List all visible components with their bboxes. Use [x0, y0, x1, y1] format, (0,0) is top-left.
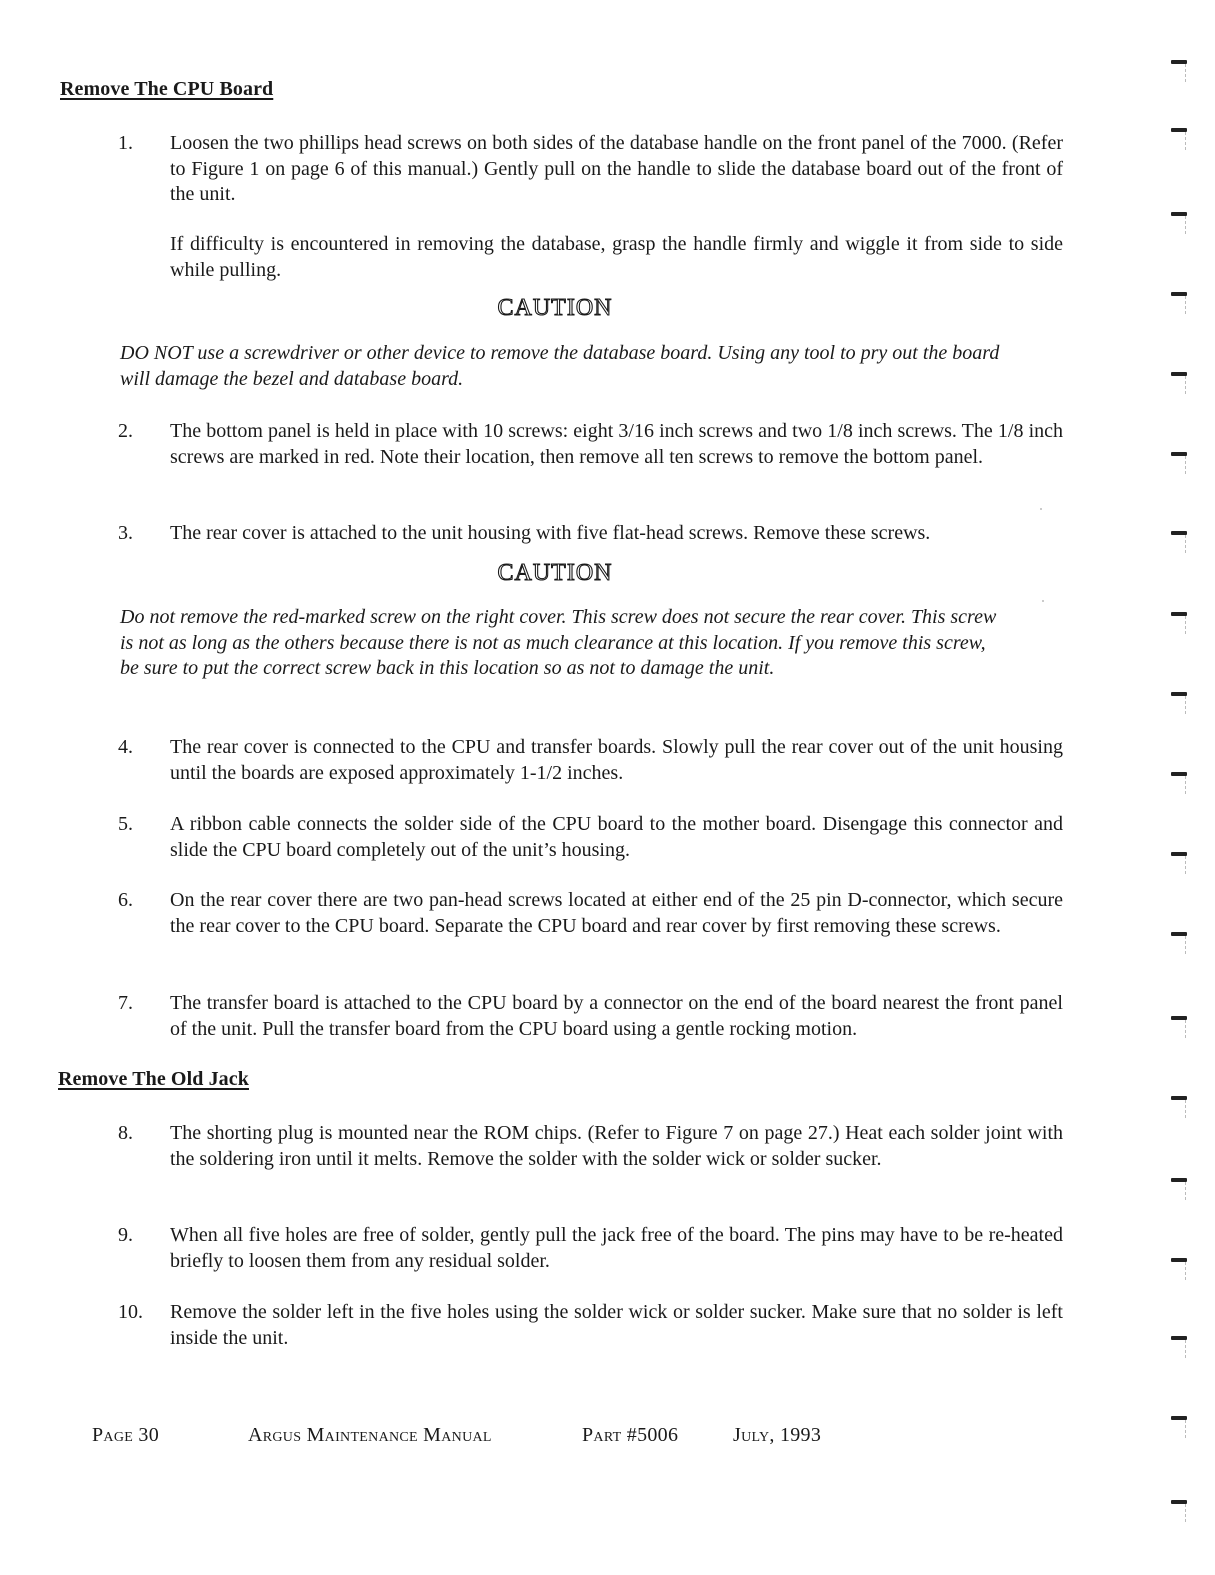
binding-hole-mark	[1171, 292, 1188, 314]
step-text: The rear cover is attached to the unit housing with five flat-head screws. Remove these screws.	[170, 522, 931, 544]
step-number: 1.	[118, 132, 133, 154]
step-number: 4.	[118, 736, 133, 758]
scan-speck	[1042, 600, 1044, 602]
binding-hole-mark	[1171, 772, 1188, 794]
step-text: On the rear cover there are two pan-head screws located at either end of the 25 pin D-connector, which secure the rear cover to the CPU board. Separate the CPU board and rear cover by first removing these screws.	[170, 889, 1063, 937]
binding-hole-mark	[1171, 1416, 1188, 1438]
step-number: 5.	[118, 813, 133, 835]
step-number: 7.	[118, 992, 133, 1014]
step-text: Remove the solder left in the five holes using the solder wick or solder sucker. Make sure that no solder is left inside the unit.	[170, 1301, 1063, 1349]
step-number: 8.	[118, 1122, 133, 1144]
scan-speck	[1040, 508, 1042, 510]
footer-manual-title: Argus Maintenance Manual	[248, 1424, 492, 1446]
binding-hole-mark	[1171, 1096, 1188, 1118]
step-text: Loosen the two phillips head screws on both sides of the database handle on the front panel of the 7000. (Refer to Figure 1 on page 6 of this manual.) Gently pull on the handle to slide the database board out of the front of the unit.	[170, 132, 1063, 205]
step-text: A ribbon cable connects the solder side of the CPU board to the mother board. Disengage this connector and slide the CPU board completely out of the unit’s housing.	[170, 813, 1063, 861]
binding-hole-mark	[1171, 1258, 1188, 1280]
step-note: If difficulty is encountered in removing the database, grasp the handle firmly and wiggle it from side to side while pulling.	[170, 233, 1063, 281]
binding-hole-mark	[1171, 372, 1188, 394]
binding-hole-mark	[1171, 852, 1188, 874]
section-heading-remove-old-jack: Remove The Old Jack	[58, 1068, 249, 1090]
binding-hole-mark	[1171, 128, 1188, 150]
step-text: The shorting plug is mounted near the ROM chips. (Refer to Figure 7 on page 27.) Heat each solder joint with the soldering iron until it melts. Remove the solder with the solder wick or solder sucker.	[170, 1122, 1063, 1170]
step-number: 10.	[118, 1301, 143, 1323]
binding-hole-mark	[1171, 612, 1188, 634]
binding-hole-mark	[1171, 1500, 1188, 1522]
footer-date: July, 1993	[733, 1424, 822, 1446]
step-text: The bottom panel is held in place with 10 screws: eight 3/16 inch screws and two 1/8 inch screws. The 1/8 inch screws are marked in red. Note their location, then remove all ten screws to remove the bottom panel.	[170, 420, 1063, 468]
step-number: 2.	[118, 420, 133, 442]
binding-hole-mark	[1171, 1178, 1188, 1200]
step-number: 9.	[118, 1224, 133, 1246]
step-text: The transfer board is attached to the CPU board by a connector on the end of the board nearest the front panel of the unit. Pull the transfer board from the CPU board using a gentle rocking motion.	[170, 992, 1063, 1040]
caution-text: DO NOT use a screwdriver or other device to remove the database board. Using any tool to pry out the board will damage the bezel and database board.	[120, 342, 1000, 390]
section-heading-remove-cpu-board: Remove The CPU Board	[60, 78, 274, 100]
step-number: 6.	[118, 889, 133, 911]
step-text: The rear cover is connected to the CPU and transfer boards. Slowly pull the rear cover out of the unit housing until the boards are exposed approximately 1-1/2 inches.	[170, 736, 1063, 784]
binding-hole-mark	[1171, 452, 1188, 474]
binding-hole-mark	[1171, 212, 1188, 234]
footer-part-number: Part #5006	[582, 1424, 679, 1446]
step-text: When all five holes are free of solder, gently pull the jack free of the board. The pins may have to be re-heated briefly to loosen them from any residual solder.	[170, 1224, 1063, 1272]
caution-heading: CAUTION	[497, 560, 613, 586]
binding-hole-mark	[1171, 531, 1188, 553]
binding-hole-mark	[1171, 60, 1188, 82]
binding-hole-mark	[1171, 932, 1188, 954]
footer-page-number: Page 30	[92, 1424, 159, 1446]
binding-hole-mark	[1171, 1336, 1188, 1358]
caution-heading: CAUTION	[497, 295, 613, 321]
binding-hole-mark	[1171, 692, 1188, 714]
caution-text: Do not remove the red-marked screw on the right cover. This screw does not secure the rear cover. This screw is not as long as the others because there is not as much clearance at this location. If you remove this screw, be sure to put the correct screw back in this location so as not to damage the unit.	[120, 606, 997, 679]
step-number: 3.	[118, 522, 133, 544]
binding-hole-mark	[1171, 1016, 1188, 1038]
